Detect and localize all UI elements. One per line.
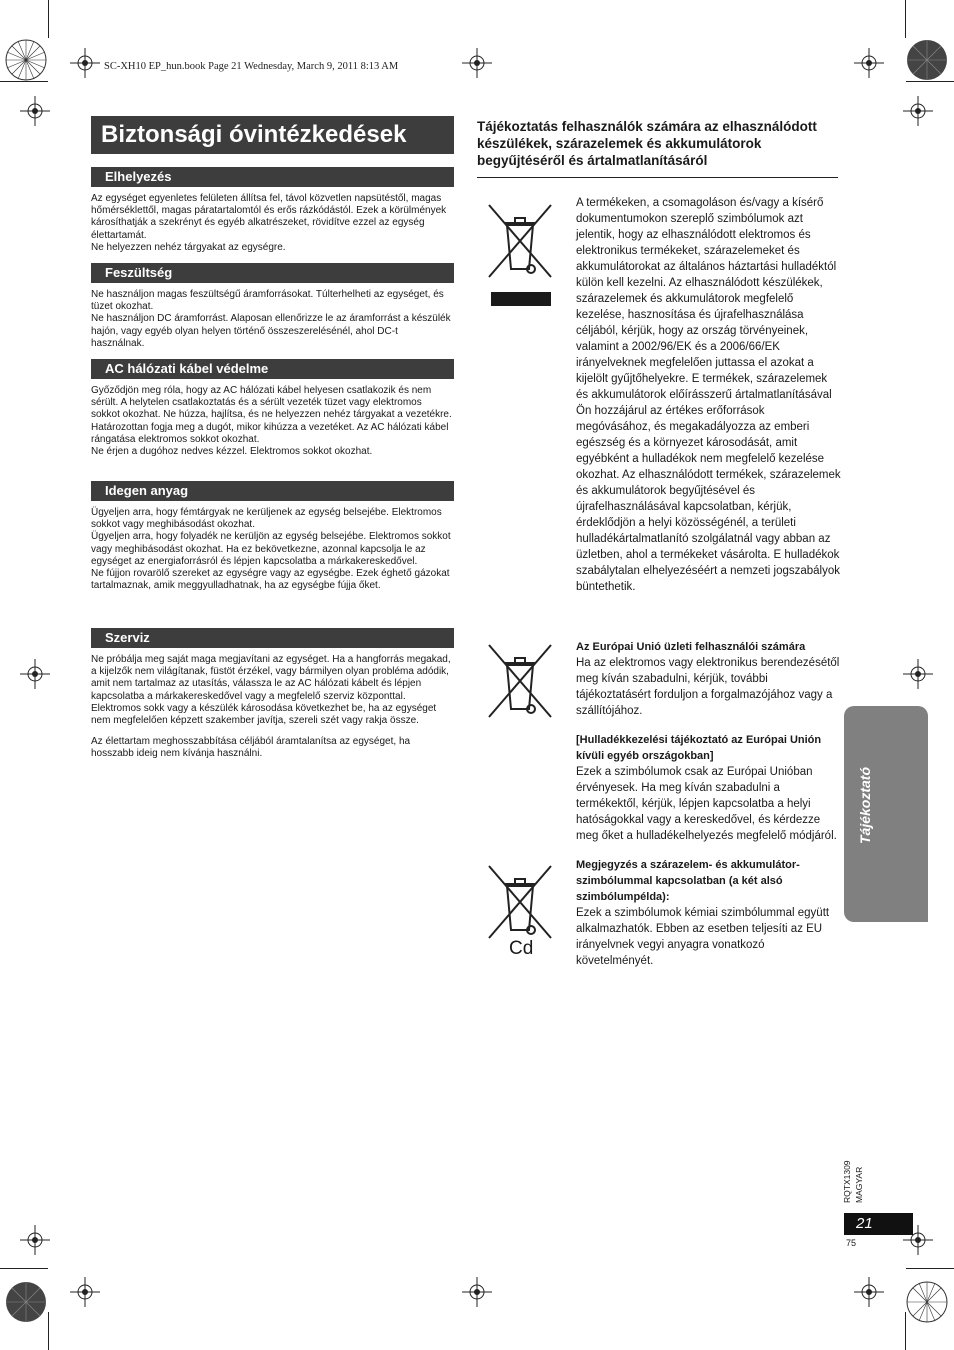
non-eu-block [576, 732, 841, 844]
trim-line [906, 1268, 954, 1269]
page-sub-number: 75 [846, 1238, 857, 1248]
crossed-out-bin-icon [487, 864, 553, 940]
crosshair-mark-bottom-right [854, 1277, 884, 1307]
paragraph: Ezek a szimbólumok csak az Európai Unióban érvényesek. Ha meg kíván szabadulni a termékektől, kérjük, lépjen kapcsolatba a helyi hatóságokkal vagy a kereskedővel, és kérdezze meg őket a hulladékelhelyezés megfelelő módjáról. [576, 766, 837, 842]
paragraph: Ezek a szimbólumok kémiai szimbólummal együtt alkalmazhatók. Ebben az esetben teljesíti az EU irányelvnek vegyi anyagra vonatkozó követelményét. [576, 907, 830, 967]
crosshair-mark-right-middle [903, 659, 933, 689]
paragraph: Ügyeljen arra, hogy folyadék ne kerüljön az egység belsejébe. Elektromos sokkot vagy meghibásodást okozhat. Ha ez bekövetkezne, azonnal kapcsolja le az egységet az energiaforrásról és lépjen kapcsolatba a márkakereskedővel. [91, 531, 451, 567]
section-body-feszultseg [91, 289, 453, 350]
battery-symbol-note [576, 857, 841, 969]
paragraph: Ne próbálja meg saját maga megjavítani az egységet. Ha a hangforrás megakad, a kijelzők nem világítanak, füstöt érzékel, vagy bármilyen olyan probléma adódik, amit nem tartalmaz az utasítás, válassza le az AC hálózati kábelt és lépjen kapcsolatba a márkakereskedővel vagy a megfelelő szerviz központtal. Elektromos sokk vagy a készülék károsodása következhet be, ha az egységet nem megfelelően képzett szakember javítja, szereli szét vagy rakja össze. [91, 654, 451, 727]
page-title: Biztonsági óvintézkedések [91, 116, 454, 154]
registration-mark-bottom-right [905, 1280, 949, 1324]
side-tab-label [855, 758, 885, 868]
crosshair-mark-top-right [854, 48, 884, 78]
section-body-ac-kabel [91, 385, 453, 458]
trim-line [0, 1268, 48, 1269]
registration-mark-top-right [905, 38, 949, 82]
doc-code [842, 1155, 872, 1207]
block-heading: [Hulladékkezelési tájékoztató az Európai Unión kívüli egyéb országokban] [576, 734, 822, 762]
disposal-info-title: Tájékoztatás felhasználók számára az elhasználódott készülékek, szárazelemek és akkumulátorok begyűjtéséről és ártalmatlanításáról [477, 119, 817, 168]
page-number: 21 [844, 1213, 913, 1235]
doc-code-text: RQTX1309 [842, 1160, 852, 1203]
paragraph: Győződjön meg róla, hogy az AC hálózati kábel helyesen csatlakozik és nem sérült. A helytelen csatlakoztatás és a sérült vezeték tüzet vagy elektromos sokkot okozhat. Ne húzza, hajlítsa, és ne helyezzen nehéz tárgyakat a vezetékre. [91, 385, 452, 421]
trim-line [905, 1312, 906, 1350]
crosshair-mark-bottom-center [462, 1277, 492, 1307]
paragraph: Ne használjon magas feszültségű áramforrásokat. Túlterhelheti az egységet, és tüzet okozhat. [91, 289, 444, 313]
disposal-main-text [576, 195, 841, 595]
section-heading-ac-kabel: AC hálózati kábel védelme [91, 359, 454, 379]
trim-line [48, 0, 49, 38]
language-text: MAGYAR [854, 1166, 864, 1203]
paragraph: Az egységet egyenletes felületen állítsa fel, távol közvetlen napsütéstől, magas hőmérséklettől, magas páratartalomtól és erős rázkódástól. Ezek a körülmények károsíthatják a szekrényt és egyéb alkatrészeket, rövidítve ezzel az egység élettartamát. [91, 193, 447, 241]
registration-mark-bottom-left [4, 1280, 48, 1324]
trim-line [0, 81, 48, 82]
paragraph: Ne érjen a dugóhoz nedves kézzel. Elektromos sokkot okozhat. [91, 446, 373, 458]
block-heading: Megjegyzés a szárazelem- és akkumulátor-szimbólummal kapcsolatban (a két alsó szimbólumpélda): [576, 859, 800, 903]
section-heading-feszultseg: Feszültség [91, 263, 454, 283]
crosshair-mark-top-left-2 [70, 48, 100, 78]
paragraph: Ügyeljen arra, hogy fémtárgyak ne kerüljenek az egység belsejébe. Elektromos sokkot vagy meghibásodást okozhat. [91, 507, 442, 531]
section-body-elhelyezes [91, 193, 453, 254]
section-heading-elhelyezes: Elhelyezés [91, 167, 454, 187]
paragraph: Ne használjon DC áramforrást. Alaposan ellenőrizze le az áramforrást a készülék hajón, vagy egyéb olyan helyen történő összeszerelésénél, ahol DC-t használnak. [91, 313, 451, 349]
registration-mark-top-left [4, 38, 48, 82]
crosshair-mark-top-center [462, 48, 492, 78]
trim-line [905, 0, 906, 38]
bin-underbar [491, 292, 551, 306]
paragraph: Ha az elektromos vagy elektronikus berendezésétől meg kíván szabadulni, kérjük, további tájékoztatásért forduljon a forgalmazójához vagy a szállítójához. [576, 657, 840, 717]
paragraph: Az élettartam meghosszabbítása céljából áramtalanítsa az egységet, ha hosszabb ideig nem kívánja használni. [91, 736, 411, 760]
trim-line [906, 81, 954, 82]
crosshair-mark-left-middle [20, 659, 50, 689]
trim-line [48, 1312, 49, 1350]
paragraph: A termékeken, a csomagoláson és/vagy a kísérő dokumentumokon szereplő szimbólumok azt jelentik, hogy az elhasználódott elektromos és elektronikus termékeket, szárazelemeket és akkumulátorokat az általános háztartási hulladéktól külön kell kezelni. Az elhasználódott készülékek, szárazelemek és akkumulátorok megfelelő kezelése, hasznosítása és újrafelhasználása céljából, kérjük, hogy az ország törvényeinek, valamint a 2002/96/EK és a 2006/66/EK irányelveknek megfelelően juttassa el azokat a kijelölt gyűjtőhelyekre. E termékek, szárazelemek és akkumulátorok előírásszerű ártalmatlanításával Ön hozzájárul az értékes erőforrások megóvásához, és megakadályozza az emberi egészség és a környezet károsodását, amit egyébként a hulladékok nem megfelelő kezelése okozhat. Az elhasználódott termékek, szárazelemek és akkumulátorok begyűjtésével és újrafelhasználásával kapcsolatban, kérjük, érdeklődjön a helyi közösségénél, a területi hulladékártalmatlanító szolgálatnál vagy abban az üzletben, ahol a termékeket vásárolta. E hulladékok szabálytalan elhelyezéséért a nemzeti jogszabályok büntethetik. [576, 197, 841, 593]
section-body-idegen-anyag [91, 507, 453, 592]
paragraph: Határozottan fogja meg a dugót, mikor kihúzza a vezetéket. Az AC hálózati kábel rángatása elektromos sokkot okozhat. [91, 421, 449, 445]
crosshair-mark-bottom-left [70, 1277, 100, 1307]
title-underline [477, 177, 838, 178]
eu-business-block [576, 639, 841, 719]
section-heading-szerviz: Szerviz [91, 628, 454, 648]
crosshair-mark-top-left [20, 96, 50, 126]
crossed-out-bin-icon [487, 203, 553, 279]
side-tab-text: Tájékoztató [857, 766, 873, 844]
paragraph: Ne fújjon rovarölő szereket az egységre vagy az egységbe. Ezek éghető gázokat tartalmaznak, amik meggyulladhatnak, ha az egységbe fújja őket. [91, 568, 450, 592]
paragraph: Ne helyezzen nehéz tárgyakat az egységre. [91, 241, 286, 253]
cd-chemical-label: Cd [509, 938, 534, 959]
section-heading-idegen-anyag: Idegen anyag [91, 481, 454, 501]
section-body-szerviz [91, 654, 453, 761]
block-heading: Az Európai Unió üzleti felhasználói számára [576, 641, 806, 653]
crosshair-mark-right-top [903, 96, 933, 126]
crosshair-mark-left-bottom [20, 1225, 50, 1255]
book-header-line: SC-XH10 EP_hun.book Page 21 Wednesday, March 9, 2011 8:13 AM [104, 61, 399, 72]
crossed-out-bin-icon [487, 643, 553, 719]
